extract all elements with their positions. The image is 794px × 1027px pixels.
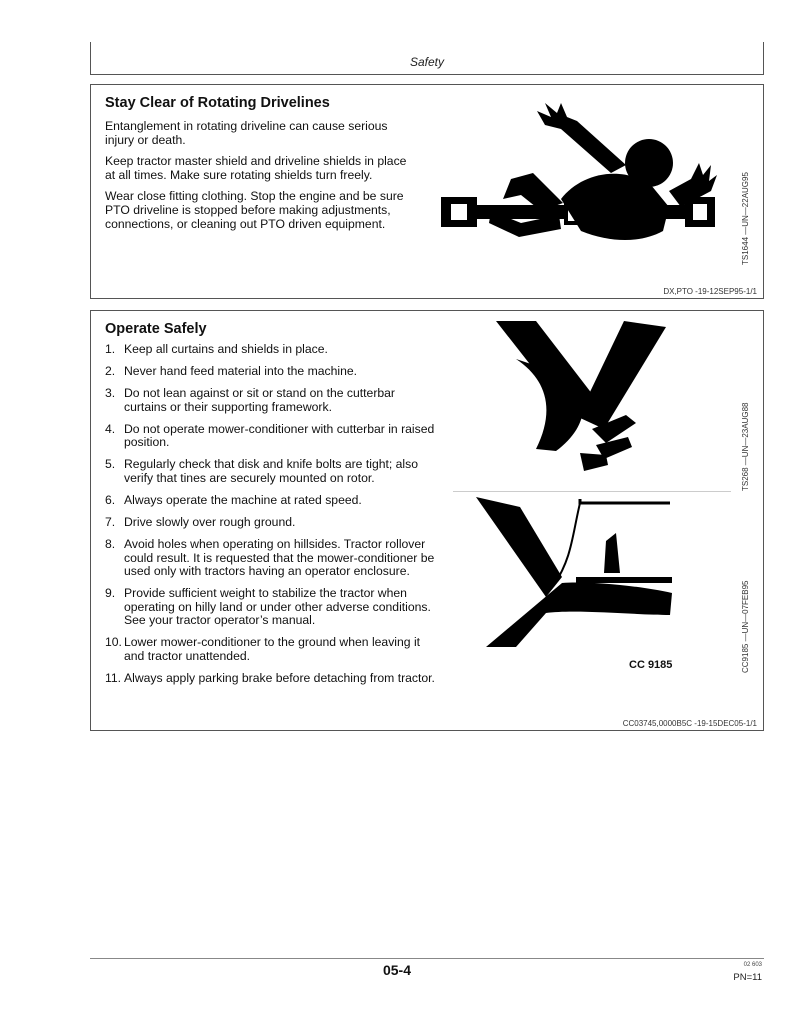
section-title: Stay Clear of Rotating Drivelines <box>105 95 330 111</box>
page-number: 05-4 <box>382 962 412 978</box>
list-item: 4. Do not operate mower-conditioner with cutterbar in raised position. <box>105 421 435 450</box>
list-item: 3. Do not lean against or sit or stand on the cutterbar curtains or their supporting framework. <box>105 386 395 414</box>
entanglement-warning-icon <box>441 103 721 263</box>
reference-code: CC03745,0000B5C -19-15DEC05-1/1 <box>622 719 757 728</box>
list-item: 7. Drive slowly over rough ground. <box>105 515 296 530</box>
header-title: Safety <box>409 55 445 69</box>
list-item: 8. Avoid holes when operating on hillsides. Tractor rollover could result. It is requested that the mower-conditioner be used only with tractors having an operator enclosure. <box>105 537 435 579</box>
reference-code: DX,PTO -19-12SEP95-1/1 <box>663 287 757 296</box>
image-code: CC9185 —UN—07FEB95 <box>741 580 750 673</box>
divider <box>453 491 731 492</box>
safety-list <box>105 343 435 694</box>
section-rotating-drivelines <box>90 84 764 299</box>
list-item: 11. Always apply parking brake before detaching from tractor. <box>105 670 435 685</box>
list-item: 5. Regularly check that disk and knife bolts are tight; also verify that tines are securely mounted on rotor. <box>105 457 419 485</box>
list-item: 2. Never hand feed material into the machine. <box>105 364 358 379</box>
pn-code: PN=11 <box>733 972 762 983</box>
section-operate-safely <box>90 310 764 731</box>
list-item: 1. Keep all curtains and shields in place. <box>105 342 328 356</box>
paragraph: Entanglement in rotating driveline can cause serious injury or death. <box>105 119 388 147</box>
image-code: TS1644 —UN—22AUG95 <box>741 172 750 265</box>
list-item: 9. Provide sufficient weight to stabilize the tractor when operating on hilly land or under other adverse conditions. See your tractor operator’s manual. <box>105 586 431 628</box>
section-title: Operate Safely <box>105 321 207 337</box>
footer-rule <box>90 958 764 959</box>
footer-small-code: 02 603 <box>743 962 762 968</box>
image-code: TS268 —UN—23AUG88 <box>741 402 750 491</box>
hand-cutting-hazard-icon <box>496 319 676 479</box>
list-item: 10. Lower mower-conditioner to the ground when leaving it and tractor unattended. <box>105 635 421 663</box>
image-label: CC 9185 <box>629 659 673 671</box>
foot-crush-hazard-icon <box>476 497 676 647</box>
paragraph: Wear close fitting clothing. Stop the engine and be sure PTO driveline is stopped before making adjustments, connections, or cleaning out PTO driven equipment. <box>105 189 404 231</box>
list-item: 6. Always operate the machine at rated speed. <box>105 492 362 507</box>
paragraph: Keep tractor master shield and driveline shields in place at all times. Make sure rotating shields turn freely. <box>105 154 407 182</box>
page-header <box>90 42 764 75</box>
